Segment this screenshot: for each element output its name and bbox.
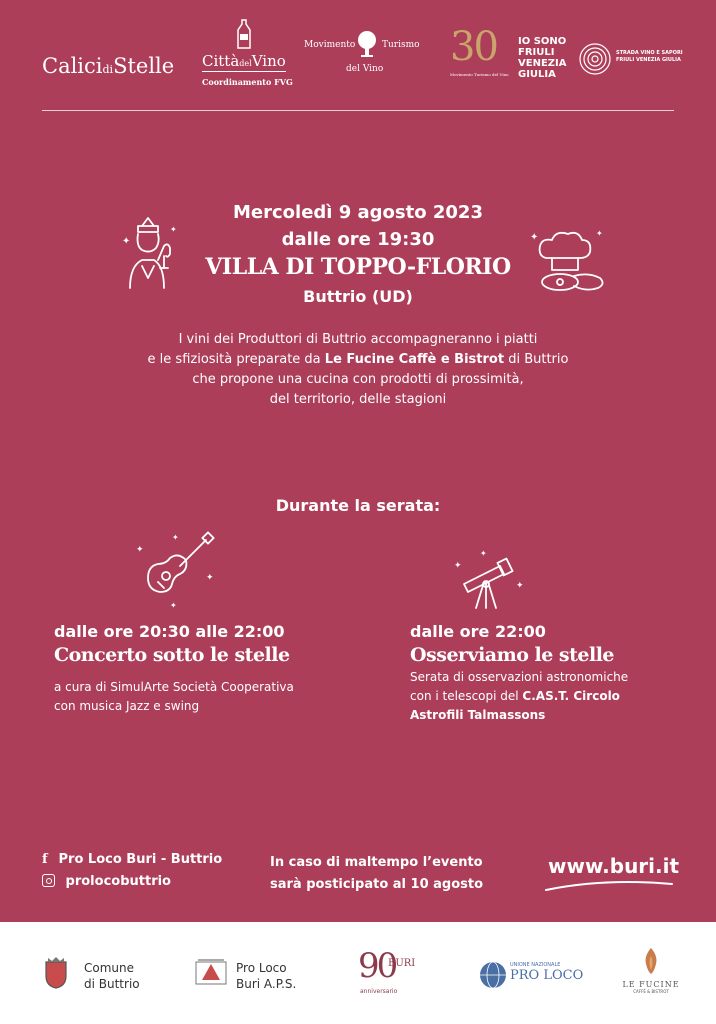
comune-line2: di Buttrio: [84, 977, 140, 991]
buri-word: BURI: [388, 958, 416, 969]
bottle-glass-icon: [230, 18, 260, 50]
proloco-line2: Buri A.P.S.: [236, 977, 297, 991]
movimento-word: Movimento: [304, 40, 356, 50]
comune-line1: Comune: [84, 961, 135, 975]
proloco-logo-text: [236, 960, 296, 992]
facebook-icon: f: [42, 852, 48, 867]
event-venue: VILLA DI TOPPO-FLORIO: [205, 254, 511, 280]
thirty-number: 30: [450, 24, 497, 70]
weather-notice: [270, 852, 483, 896]
observe-line2: [410, 687, 628, 706]
header-divider: [42, 110, 674, 111]
weather-line1: In caso di maltempo l’evento: [270, 855, 483, 870]
novanta-anniversary-logo: [358, 946, 438, 1006]
observe-line1: Serata di osservazioni astronomiche: [410, 670, 629, 684]
website-underline-swoosh: [544, 880, 674, 894]
strada-line2: FRIULI VENEZIA GIULIA: [616, 57, 681, 63]
event-date: Mercoledì 9 agosto 2023: [233, 202, 483, 223]
globe-icon: [478, 960, 508, 990]
instagram-label: prolocobuttrio: [65, 874, 171, 889]
event-time: dalle ore 19:30: [281, 229, 435, 250]
fucine-line2: CAFFÈ & BISTROT: [633, 989, 669, 994]
instagram-link[interactable]: [42, 874, 171, 889]
weather-line2: sarà posticipato al 10 agosto: [270, 877, 484, 892]
desc-line4: del territorio, delle stagioni: [269, 392, 447, 407]
fucine-logo-text: [618, 980, 684, 994]
citta-del: del: [239, 59, 252, 68]
svg-text:✦: ✦: [170, 225, 177, 234]
comune-logo-text: [84, 960, 140, 992]
strada-line1: STRADA VINO E SAPORI: [616, 50, 683, 56]
svg-text:✦: ✦: [596, 229, 603, 238]
wine-glass-emblem-icon: [356, 30, 378, 58]
desc-line2-b: di Buttrio: [504, 352, 569, 367]
giulia-line: GIULIA: [518, 69, 556, 80]
facebook-link[interactable]: [42, 852, 222, 867]
io-sono-fvg-logo: [518, 36, 566, 80]
desc-line3: che propone una cucina con prodotti di prossimità,: [192, 372, 524, 387]
concert-title: Concerto sotto le stelle: [54, 644, 290, 666]
movimento-turismo-logo: [302, 26, 432, 86]
proloco-buri-emblem-icon: [194, 956, 228, 990]
svg-text:✦: ✦: [516, 581, 524, 591]
during-heading: Durante la serata:: [275, 496, 441, 515]
facebook-label: Pro Loco Buri - Buttrio: [58, 852, 223, 867]
svg-text:✦: ✦: [454, 561, 462, 571]
venezia-line: VENEZIA: [518, 58, 567, 69]
svg-text:✦: ✦: [170, 601, 177, 610]
friuli-line: FRIULI: [518, 47, 555, 58]
unione-proloco-text: [510, 962, 583, 983]
io-sono-line: IO SONO: [518, 36, 567, 47]
observe-time: dalle ore 22:00: [410, 622, 546, 641]
svg-text:✦: ✦: [136, 545, 144, 555]
turismo-word: Turismo: [382, 40, 420, 50]
concert-line2: con musica Jazz e swing: [54, 699, 200, 713]
telescope-icon: [450, 546, 530, 616]
concert-details: [54, 678, 294, 716]
svg-text:✦: ✦: [530, 232, 539, 243]
guitar-icon: [134, 530, 224, 610]
anniversario-sub: anniversario: [360, 988, 398, 995]
desc-line2-a: e le sfiziosità preparate da: [147, 352, 325, 367]
del-vino-word: del Vino: [346, 64, 384, 74]
sponsor-footer: [0, 922, 716, 1024]
instagram-icon: [42, 874, 55, 887]
proloco-line1: Pro Loco: [236, 961, 287, 975]
citta-word: Città: [202, 52, 240, 70]
desc-line2: [0, 350, 716, 370]
calici-di: di: [102, 63, 114, 76]
svg-text:✦: ✦: [172, 533, 179, 542]
concert-time: dalle ore 20:30 alle 22:00: [54, 622, 285, 641]
observe-line2-a: con i telescopi del: [410, 689, 523, 703]
spiral-icon: [578, 42, 612, 76]
citta-sub: Coordinamento FVG: [202, 77, 293, 87]
svg-text:✦: ✦: [480, 549, 487, 558]
event-location: Buttrio (UD): [303, 287, 413, 306]
citta-del-vino-logo: [196, 18, 296, 98]
observe-title: Osserviamo le stelle: [410, 644, 615, 666]
event-description: [0, 330, 716, 410]
website-link[interactable]: www.buri.it: [548, 854, 680, 878]
calici-di-stelle-logo: [42, 54, 174, 78]
svg-text:✦: ✦: [206, 573, 214, 583]
unione-line2: PRO LOCO: [510, 968, 584, 983]
calici-word: Calici: [42, 54, 103, 78]
unione-line1: UNIONE NAZIONALE: [510, 962, 561, 968]
cast-name: C.AS.T. Circolo: [522, 689, 620, 703]
calici-stelle: Stelle: [113, 54, 175, 78]
coat-of-arms-icon: [42, 956, 70, 990]
svg-text:✦: ✦: [122, 236, 131, 247]
citta-vino: Vino: [251, 52, 286, 70]
strada-vino-sapori-logo: [578, 40, 683, 90]
thirty-sub: Movimento Turismo del Vino: [450, 72, 509, 77]
concert-line1: a cura di SimulArte Società Cooperativa: [54, 680, 294, 694]
observe-details: [410, 668, 628, 725]
le-fucine-name: Le Fucine Caffè e Bistrot: [324, 352, 505, 367]
ninety-number: 90: [358, 946, 396, 986]
anniversary-30-logo: [450, 24, 509, 90]
desc-line1: I vini dei Produttori di Buttrio accompagneranno i piatti: [178, 332, 538, 347]
observe-line3: Astrofili Talmassons: [410, 708, 546, 722]
fucine-line1: LE FUCINE: [622, 980, 680, 989]
flame-icon: [640, 946, 662, 976]
